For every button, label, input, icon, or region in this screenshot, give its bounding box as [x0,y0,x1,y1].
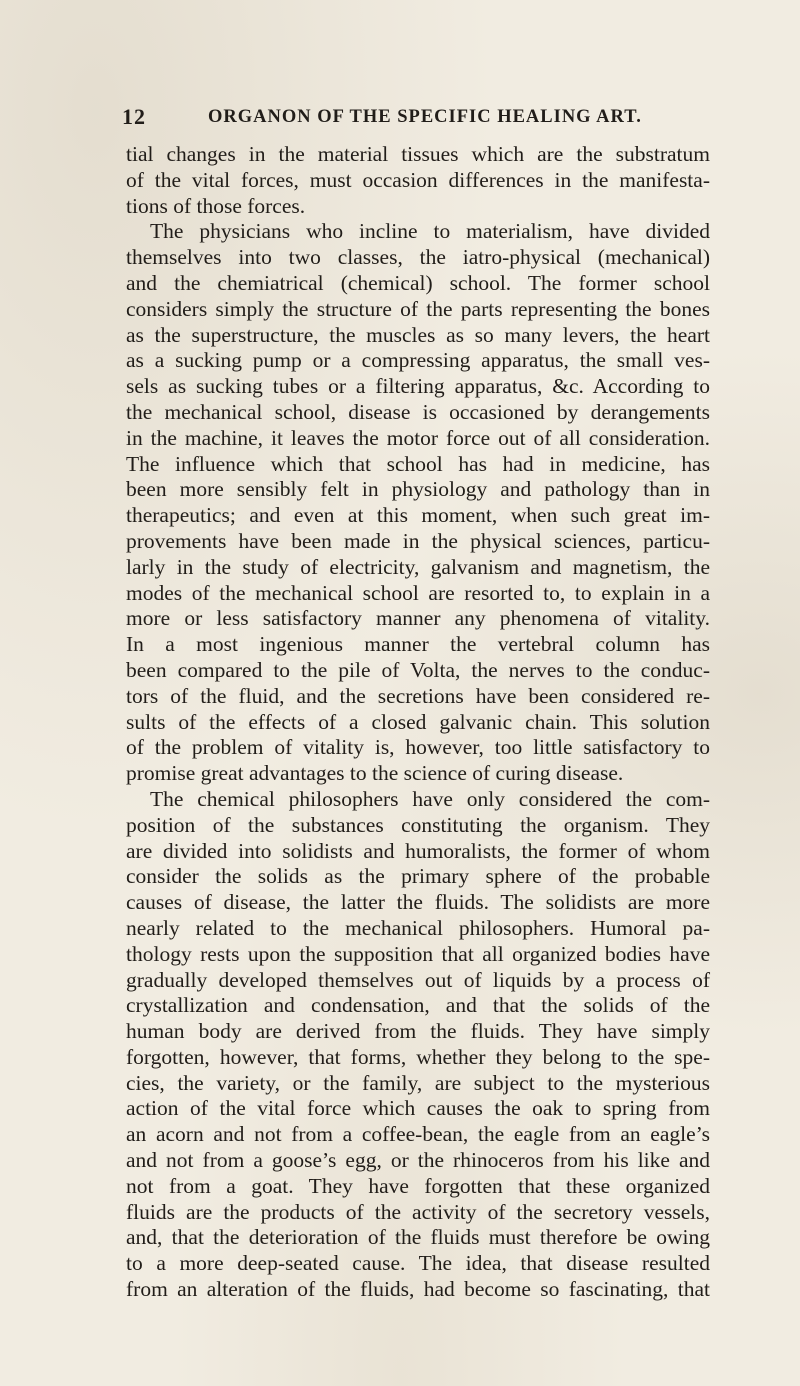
text-line: therapeutics; and even at this moment, when such great im- [126,503,710,528]
text-line: The physicians who incline to materialism, have divided [150,219,710,244]
text-line: The influence which that school has had in medicine, has [126,451,710,476]
text-line: in the machine, it leaves the motor force out of all consideration. [126,425,710,450]
text-line: In a most ingenious manner the vertebral column has [126,632,710,657]
text-line: tions of those forces. [126,193,306,218]
text-line: to a more deep-seated cause. The idea, that disease resulted [126,1251,710,1276]
text-line: from an alteration of the fluids, had become so fascinating, that [126,1277,710,1302]
text-line: tial changes in the material tissues which are the substratum [126,142,710,166]
text-line: and the chemiatrical (chemical) school. The former school [126,270,710,295]
text-line: gradually developed themselves out of liquids by a process of [126,967,710,992]
text-line: not from a goat. They have forgotten that these organized [126,1173,710,1198]
text-line: and, that the deterioration of the fluids must therefore be owing [126,1225,710,1250]
text-line: nearly related to the mechanical philosophers. Humoral pa- [126,915,710,940]
text-line: provements have been made in the physical sciences, particu- [126,528,710,553]
text-line: of the vital forces, must occasion differences in the manifesta- [126,167,710,192]
text-line: position of the substances constituting the organism. They [126,812,710,837]
text-line: as the superstructure, the muscles as so many levers, the heart [126,322,710,347]
page-number: 12 [122,104,146,129]
text-line: been compared to the pile of Volta, the nerves to the conduc- [126,657,710,682]
text-line: crystallization and condensation, and that the solids of the [126,993,710,1018]
text-line: themselves into two classes, the iatro-physical (mechanical) [126,245,710,270]
text-line: more or less satisfactory manner any phenomena of vitality. [126,606,710,631]
text-line: forgotten, however, that forms, whether they belong to the spe- [126,1044,710,1069]
text-line: thology rests upon the supposition that all organized bodies have [126,941,710,966]
text-line: cies, the variety, or the family, are subject to the mysterious [126,1070,710,1095]
text-line: considers simply the structure of the parts representing the bones [126,296,710,321]
text-line: are divided into solidists and humoralists, the former of whom [126,838,710,863]
text-line: and not from a goose’s egg, or the rhinoceros from his like and [126,1148,710,1173]
text-line: consider the solids as the primary sphere of the probable [126,864,710,889]
body-text [126,142,710,1303]
text-line: fluids are the products of the activity of the secretory vessels, [126,1199,710,1224]
text-line: the mechanical school, disease is occasioned by derangements [126,399,710,424]
text-line: action of the vital force which causes the oak to spring from [126,1096,710,1121]
text-line: tors of the fluid, and the secretions have been considered re- [126,683,710,708]
text-line: an acorn and not from a coffee-bean, the eagle from an eagle’s [126,1122,710,1147]
text-line: as a sucking pump or a compressing apparatus, the small ves- [126,348,710,373]
page-header [122,104,702,134]
text-line: The chemical philosophers have only considered the com- [150,786,710,811]
text-line: larly in the study of electricity, galvanism and magnetism, the [126,554,710,579]
text-line: been more sensibly felt in physiology and pathology than in [126,477,710,502]
text-line: causes of disease, the latter the fluids. The solidists are more [126,890,710,915]
text-line: human body are derived from the fluids. They have simply [126,1019,710,1044]
running-title: ORGANON OF THE SPECIFIC HEALING ART. [208,107,642,127]
text-line: sels as sucking tubes or a filtering apparatus, &c. According to [126,374,710,399]
text-line: of the problem of vitality is, however, too little satisfactory to [126,735,710,760]
text-line: modes of the mechanical school are resorted to, to explain in a [126,580,710,605]
text-line: promise great advantages to the science of curing disease. [126,761,624,786]
text-line: sults of the effects of a closed galvanic chain. This solution [126,709,710,734]
